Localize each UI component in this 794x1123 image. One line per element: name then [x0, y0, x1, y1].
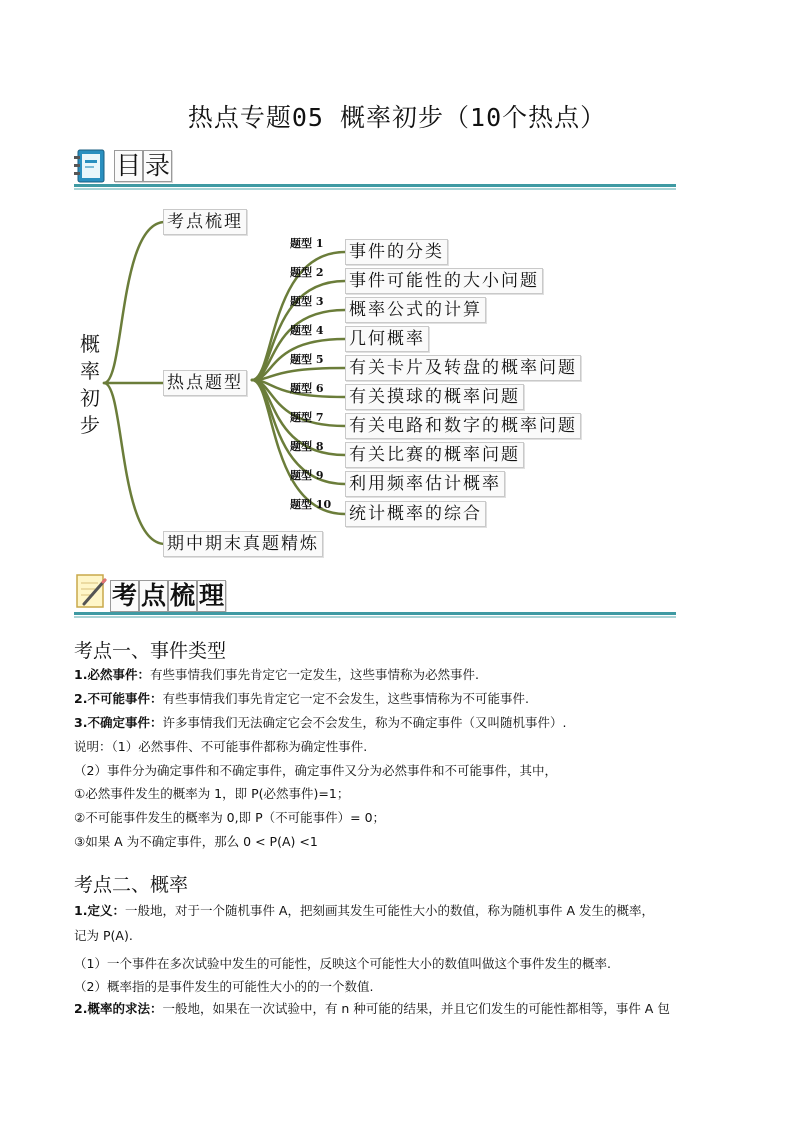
k1-line-8: ③如果 A 为不确定事件，那么 0 < P(A) <1 — [74, 834, 318, 849]
mindmap-root — [76, 331, 104, 439]
kaodian-heading-char: 点 — [141, 581, 167, 610]
type-label: 题型 9 — [290, 469, 324, 482]
k1-line-3 — [74, 714, 566, 732]
type-label: 题型 4 — [290, 324, 324, 337]
k2-term: 1.定义： — [74, 903, 125, 918]
type-label: 题型 3 — [290, 295, 324, 308]
type-node: 统计概率的综合 — [345, 501, 486, 527]
type-label: 题型 7 — [290, 411, 324, 424]
k1-term: 1.必然事件： — [74, 667, 150, 682]
branch-kaodian: 考点梳理 — [163, 209, 247, 235]
type-node: 利用频率估计概率 — [345, 471, 505, 497]
type-node: 事件可能性的大小问题 — [345, 268, 543, 294]
type-node: 事件的分类 — [345, 239, 448, 265]
toc-heading-char: 录 — [145, 151, 171, 180]
section-rule — [74, 612, 676, 615]
type-label: 题型 10 — [290, 498, 332, 511]
section-rule — [74, 188, 676, 190]
k2-line-5 — [74, 1000, 670, 1018]
page-title: 热点专题05 概率初步（10个热点） — [187, 103, 607, 132]
k1-text: 许多事情我们无法确定它会不会发生，称为不确定事件（又叫随机事件）. — [162, 715, 567, 730]
k1-line-1 — [74, 666, 479, 684]
section-rule — [74, 184, 676, 187]
notebook-icon — [74, 148, 108, 184]
mindmap-root-char: 初 — [80, 386, 100, 410]
type-label: 题型 2 — [290, 266, 324, 279]
k2-line-2: 记为 P(A). — [74, 928, 133, 943]
k2-line-3: （1）一个事件在多次试验中发生的可能性，反映这个可能性大小的数值叫做这个事件发生的概率. — [74, 956, 611, 971]
type-label: 题型 6 — [290, 382, 324, 395]
kaodian1-heading: 考点一、事件类型 — [74, 640, 227, 662]
kaodian-heading-char: 梳 — [170, 581, 196, 610]
mindmap-root-char: 步 — [80, 413, 100, 437]
k2-text: 一般地，对于一个随机事件 A，把刻画其发生可能性大小的数值，称为随机事件 A 发生的概率， — [124, 903, 654, 918]
k1-line-2 — [74, 690, 529, 708]
mindmap-root-char: 概 — [80, 332, 100, 356]
type-node: 有关摸球的概率问题 — [345, 384, 524, 410]
toc-heading-char: 目 — [116, 151, 142, 180]
type-node: 有关卡片及转盘的概率问题 — [345, 355, 581, 381]
k1-text: 有些事情我们事先肯定它一定发生，这些事情称为必然事件. — [149, 667, 479, 682]
k1-term: 3.不确定事件： — [74, 715, 163, 730]
type-label: 题型 8 — [290, 440, 324, 453]
type-node: 几何概率 — [345, 326, 429, 352]
type-label: 题型 1 — [290, 237, 324, 250]
k1-text: 有些事情我们事先肯定它一定不会发生，这些事情称为不可能事件. — [162, 691, 529, 706]
type-node: 概率公式的计算 — [345, 297, 486, 323]
k1-term: 2.不可能事件： — [74, 691, 163, 706]
type-node: 有关比赛的概率问题 — [345, 442, 524, 468]
type-label: 题型 5 — [290, 353, 324, 366]
k2-text: 一般地，如果在一次试验中，有 n 种可能的结果，并且它们发生的可能性都相等，事件 A 包 — [162, 1001, 670, 1016]
kaodian-heading-char: 考 — [112, 581, 138, 610]
k1-line-4: 说明：（1）必然事件、不可能事件都称为确定性事件. — [74, 739, 368, 754]
k2-term: 2.概率的求法： — [74, 1001, 163, 1016]
type-node: 有关电路和数字的概率问题 — [345, 413, 581, 439]
section-rule — [74, 616, 676, 618]
note-pencil-icon — [74, 572, 108, 610]
k1-line-5: （2）事件分为确定事件和不确定事件，确定事件又分为必然事件和不可能事件，其中， — [74, 763, 557, 778]
kaodian2-heading: 考点二、概率 — [74, 874, 189, 896]
k1-line-7: ②不可能事件发生的概率为 0,即 P（不可能事件）= 0； — [74, 810, 386, 825]
kaodian-heading-char: 理 — [199, 581, 225, 610]
k2-line-1 — [74, 902, 654, 920]
mindmap-root-char: 率 — [80, 359, 100, 383]
branch-redian: 热点题型 — [163, 370, 247, 396]
branch-zhenti: 期中期末真题精炼 — [163, 531, 323, 557]
k1-line-6: ①必然事件发生的概率为 1，即 P(必然事件)=1； — [74, 786, 350, 801]
k2-line-4: （2）概率指的是事件发生的可能性大小的的一个数值. — [74, 979, 374, 994]
